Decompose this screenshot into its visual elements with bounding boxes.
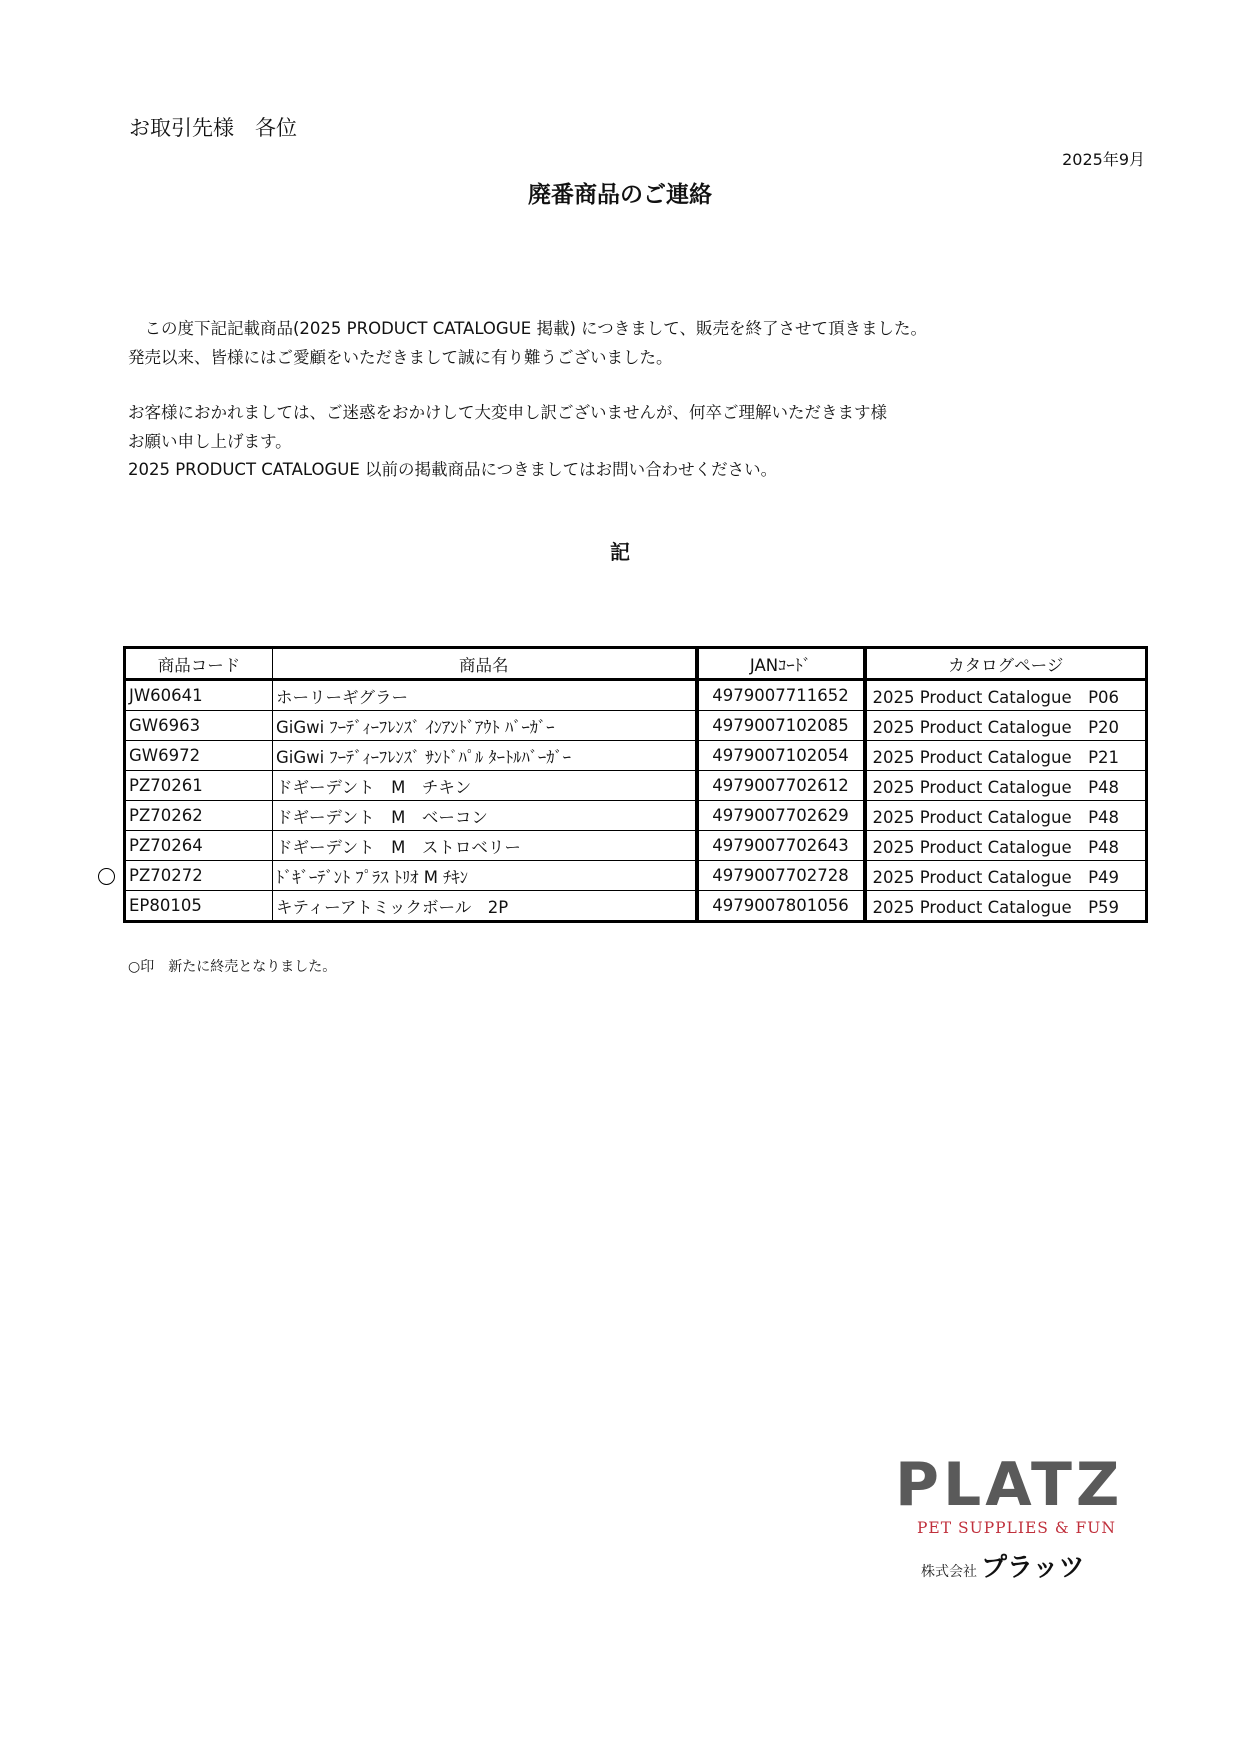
- newly-discontinued-circle-icon: [98, 868, 115, 885]
- catalog-page: 2025 Product Catalogue P48: [865, 801, 1147, 831]
- jan-code: 4979007102085: [697, 711, 865, 741]
- jan-code: 4979007702629: [697, 801, 865, 831]
- page-title: 廃番商品のご連絡: [528, 182, 712, 208]
- catalog-page: 2025 Product Catalogue P06: [865, 680, 1147, 711]
- company-prefix: 株式会社: [921, 1564, 977, 1580]
- company-name-text: プラッツ: [981, 1553, 1085, 1583]
- logo-brand: PLATZ: [895, 1450, 1124, 1520]
- product-name: ドギーデント M ベーコン: [273, 801, 697, 831]
- product-code: EP80105: [125, 891, 273, 922]
- ki-heading: 記: [610, 540, 630, 564]
- catalog-page: 2025 Product Catalogue P21: [865, 741, 1147, 771]
- body-paragraph-1: この度下記記載商品(2025 PRODUCT CATALOGUE 掲載) につきまして、販売を終了させて頂きました。: [128, 319, 927, 338]
- product-code: JW60641: [125, 680, 273, 711]
- product-code: PZ70264: [125, 831, 273, 861]
- table-row: [125, 741, 1147, 771]
- header-product-code: 商品コード: [125, 648, 273, 680]
- table-row: [125, 891, 1147, 922]
- table-row: [125, 831, 1147, 861]
- product-code: GW6963: [125, 711, 273, 741]
- jan-code: 4979007711652: [697, 680, 865, 711]
- catalog-page: 2025 Product Catalogue P48: [865, 831, 1147, 861]
- table-row: [125, 801, 1147, 831]
- table-header-row: [125, 648, 1147, 680]
- catalog-page: 2025 Product Catalogue P48: [865, 771, 1147, 801]
- body-paragraph-3: お客様におかれましては、ご迷惑をおかけして大変申し訳ございませんが、何卒ご理解いただきます様: [128, 403, 887, 422]
- product-name: ﾄﾞｷﾞｰﾃﾞﾝﾄ ﾌﾟﾗｽ ﾄﾘｵ M ﾁｷﾝ: [273, 861, 697, 891]
- product-code: GW6972: [125, 741, 273, 771]
- header-catalog-page: カタログページ: [865, 648, 1147, 680]
- body-paragraph-5: 2025 PRODUCT CATALOGUE 以前の掲載商品につきましてはお問い合わせください。: [128, 460, 778, 479]
- company-logo: [895, 1450, 1125, 1584]
- product-name: ドギーデント M チキン: [273, 771, 697, 801]
- product-name: GiGwi ﾌｰﾃﾞｨｰﾌﾚﾝｽﾞ ｲﾝｱﾝﾄﾞｱｳﾄ ﾊﾞｰｶﾞｰ: [273, 711, 697, 741]
- product-name: キティーアトミックボール 2P: [273, 891, 697, 922]
- header-jan-code: JANｺｰﾄﾞ: [697, 648, 865, 680]
- jan-code: 4979007702643: [697, 831, 865, 861]
- table-row: [125, 711, 1147, 741]
- logo-tagline: PET SUPPLIES & FUN: [917, 1519, 1116, 1537]
- table-row: [125, 861, 1147, 891]
- product-code: PZ70272: [125, 861, 273, 891]
- jan-code: 4979007702728: [697, 861, 865, 891]
- jan-code: 4979007702612: [697, 771, 865, 801]
- header-product-name: 商品名: [273, 648, 697, 680]
- table-row: [125, 771, 1147, 801]
- discontinued-products-table: [123, 646, 1148, 923]
- table-row: [125, 680, 1147, 711]
- issue-date: 2025年9月: [1062, 150, 1145, 169]
- product-code: PZ70261: [125, 771, 273, 801]
- product-name: ホーリーギグラー: [273, 680, 697, 711]
- catalog-page: 2025 Product Catalogue P49: [865, 861, 1147, 891]
- product-code: PZ70262: [125, 801, 273, 831]
- addressee: お取引先様 各位: [129, 116, 297, 140]
- catalog-page: 2025 Product Catalogue P20: [865, 711, 1147, 741]
- footnote: ○印 新たに終売となりました。: [128, 959, 337, 975]
- product-name: GiGwi ﾌｰﾃﾞｨｰﾌﾚﾝｽﾞ ｻﾝﾄﾞﾊﾟﾙ ﾀｰﾄﾙﾊﾞｰｶﾞｰ: [273, 741, 697, 771]
- body-paragraph-2: 発売以来、皆様にはご愛顧をいただきまして誠に有り難うございました。: [128, 348, 673, 367]
- company-name: [895, 1547, 1125, 1584]
- product-name: ドギーデント M ストロベリー: [273, 831, 697, 861]
- jan-code: 4979007801056: [697, 891, 865, 922]
- catalog-page: 2025 Product Catalogue P59: [865, 891, 1147, 922]
- jan-code: 4979007102054: [697, 741, 865, 771]
- body-paragraph-4: お願い申し上げます。: [128, 432, 292, 451]
